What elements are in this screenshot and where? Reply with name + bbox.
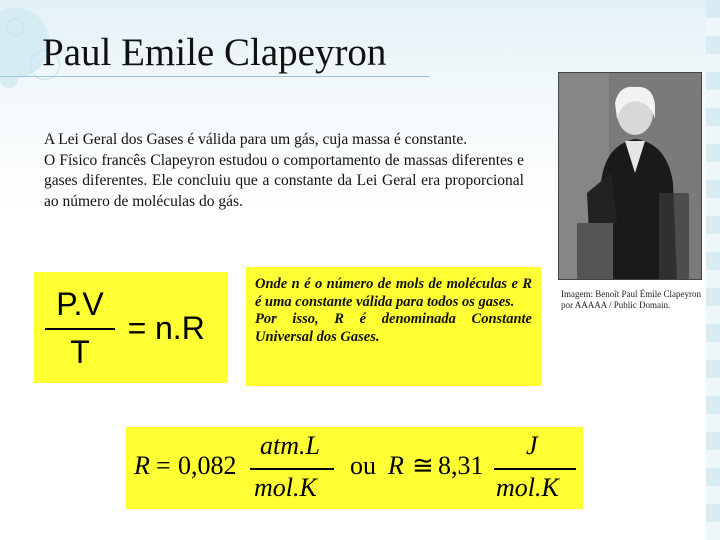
eq2-approx: ≅ [412,451,434,480]
eq-rhs: n.R [155,310,205,346]
equation-general-law [34,272,228,383]
eq-denominator: T [70,334,90,370]
decor-stripe [706,0,720,540]
eq2-numerator-1: atm.L [260,431,320,460]
eq2-value-2: 8,31 [438,451,484,480]
eq2-denominator-1: mol.K [254,473,317,502]
note-paragraph: Onde n é o número de mols de moléculas e R é uma constante válida para todos os gases. [255,276,532,310]
fraction-bar [45,328,115,330]
eq2-or: ou [350,451,376,480]
eq2-value-1: 0,082 [178,451,237,480]
decor-bubble [0,70,18,88]
eq2-r-2: R [388,451,404,480]
title-underline [0,76,430,77]
eq2-equals: = [156,451,171,480]
eq2-denominator-2: mol.K [496,473,559,502]
eq2-r: R [134,451,150,480]
eq-equals: = [127,310,147,346]
portrait-photo [558,72,702,280]
equation-gas-constant [126,427,583,509]
slide-title: Paul Emile Clapeyron [42,31,387,74]
eq2-numerator-2: J [526,431,538,460]
fraction-bar [250,468,334,470]
body-paragraph: A Lei Geral dos Gases é válida para um gás, cuja massa é constante. [44,131,468,148]
note-paragraph: Por isso, R é denominada Constante Universal dos Gases. [255,311,532,345]
fraction-bar [494,468,576,470]
body-paragraph: O Físico francês Clapeyron estudou o comportamento de massas diferentes e gases diferentes. Ele concluiu que a constante da Lei Geral era proporcional ao número de moléculas do gás. [44,151,524,210]
body-text [44,130,524,212]
decor-bubble [6,18,24,36]
image-credit: Imagem: Benoît Paul Émile Clapeyron por AAAAA / Public Domain. [561,289,701,310]
explanation-box [246,267,541,386]
eq-numerator: P.V [56,286,104,322]
